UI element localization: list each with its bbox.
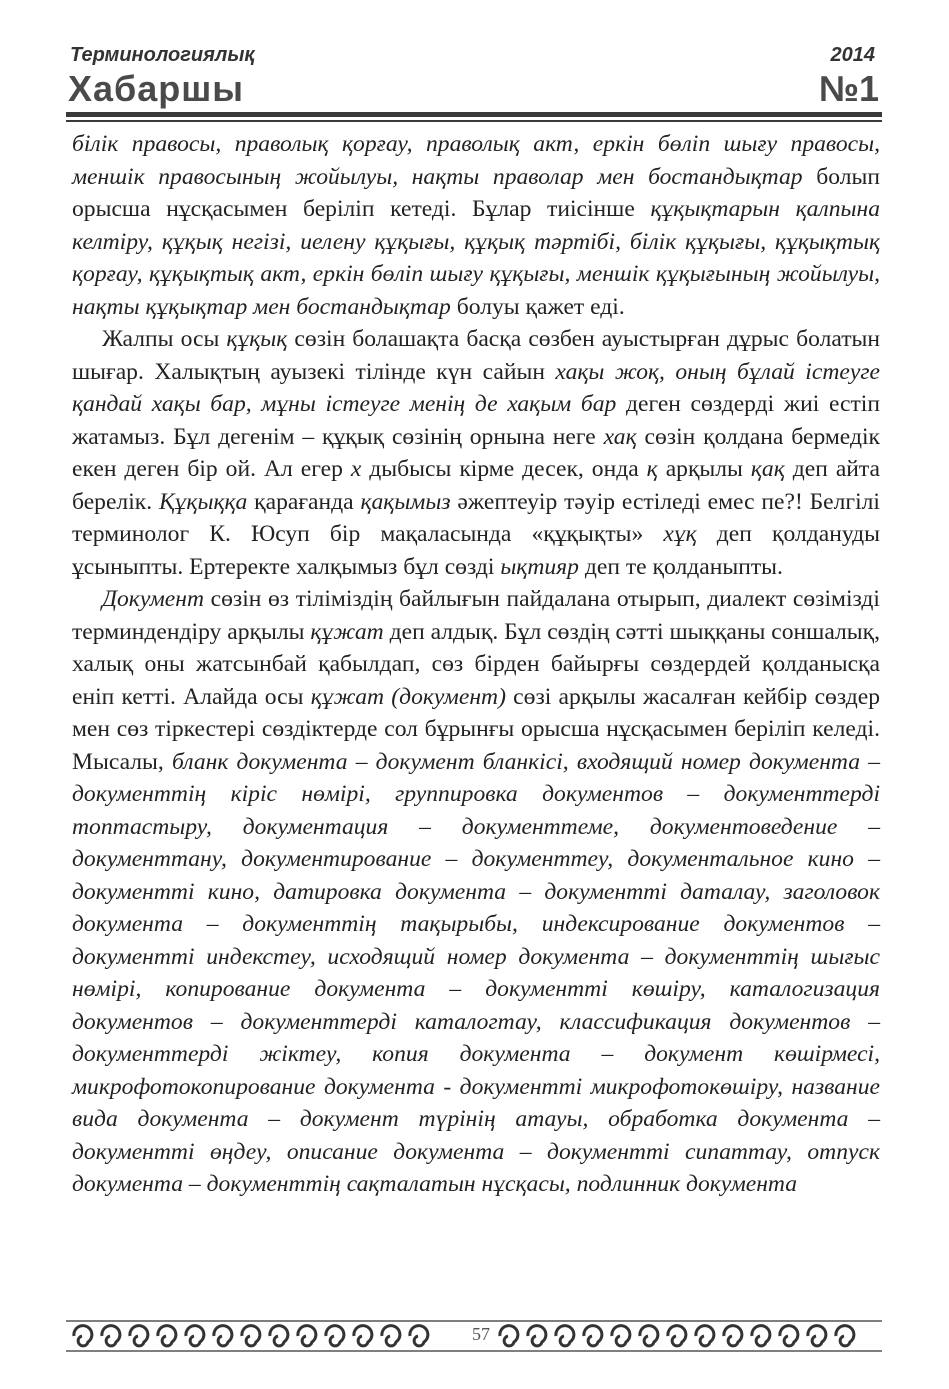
text-run: дыбысы кірме десек, онда bbox=[361, 456, 647, 482]
text-run: деп айта берелік. bbox=[72, 456, 880, 515]
text-run: х bbox=[350, 456, 362, 482]
text-run: хақ bbox=[603, 423, 637, 450]
text-run: сөзін қолдана бермедік екен деген бір ой. Ал егер bbox=[72, 423, 880, 482]
text-run: қ bbox=[646, 456, 658, 482]
paragraph-3 bbox=[72, 583, 880, 1201]
journal-name-line1: Терминологиялық bbox=[70, 44, 255, 66]
header-rule-thin bbox=[66, 120, 882, 122]
text-run: болуы қажет еді. bbox=[450, 293, 625, 320]
text-run: қарағанда bbox=[247, 488, 361, 515]
text-run: хұқ bbox=[663, 521, 697, 547]
text-run: қақымыз bbox=[360, 488, 451, 515]
text-run: Құқыққа bbox=[158, 488, 248, 515]
text-run: сөзі арқылы жасалған кейбір сөздер мен сөз тіркестері сөздіктерде сол бұрынғы орысша нұсқасымен беріліп келеді. Мысалы, bbox=[72, 683, 880, 775]
text-run: деп алдық. Бұл сөздің сәтті шыққаны соншалық, халық оны жатсынбай қабылдап, сөз бірден байырғы сөздердей қолданысқа еніп кетті. Алайда осы bbox=[72, 618, 880, 710]
text-run: қақ bbox=[750, 456, 785, 482]
text-run: арқылы bbox=[657, 456, 751, 482]
text-run: құқық bbox=[226, 326, 288, 352]
body-text bbox=[72, 128, 880, 1201]
text-run: әжептеуір тәуір естіледі емес пе?! Белгілі терминолог К. Юсуп бір мақаласында «құқықты» bbox=[72, 488, 880, 547]
journal-name-line2: Хабаршы bbox=[68, 68, 245, 109]
text-run: сөзін болашақта басқа сөзбен ауыстырған дұрыс болатын шығар. Халықтың ауызекі тілінде күн сайын bbox=[72, 326, 880, 385]
text-run: Документ bbox=[102, 586, 205, 612]
text-run: болып орысша нұсқасымен беріліп кетеді. Бұлар тиісінше bbox=[72, 163, 880, 222]
text-run: хақы жоқ, оның бұлай істеуге қандай хақы бар, мұны істеуге менің де хақым бар bbox=[72, 358, 880, 417]
page-number: 57 bbox=[466, 1324, 496, 1345]
year-label: 2014 bbox=[830, 44, 875, 66]
text-run: құжат (документ) bbox=[310, 683, 506, 710]
paragraph-1 bbox=[72, 128, 880, 323]
text-run: деп қолдануды ұсыныпты. Ертеректе халқымыз бұл сөзді bbox=[72, 521, 880, 580]
paragraph-2 bbox=[72, 323, 880, 583]
text-run: деген сөздерді жиі естіп жатамыз. Бұл дегенім – құқық сөзінің орнына неге bbox=[72, 391, 880, 450]
text-run: құқықтарын қалпына келтіру, құқық негізі, иелену құқығы, құқық тәртібі, білік құқығы, құқықтық қорғау, құқықтық акт, еркін бөліп шығу құқығы, меншік құқығының жойылуы, нақты құқықтар мен бостандықтар bbox=[72, 196, 880, 320]
text-run: сөзін өз тіліміздің байлығын пайдалана отырып, диалект сөзімізді терминдендіру арқылы bbox=[72, 586, 880, 645]
header-rule-thick bbox=[66, 112, 882, 117]
text-run: құжат bbox=[310, 618, 384, 645]
text-run: білік правосы, праволық қорғау, праволық акт, еркін бөліп шығу правосы, меншік правосының жойылуы, нақты праволар мен бостандықтар bbox=[72, 131, 880, 190]
text-run: бланк документа – документ бланкісі, входящий номер документа – документтің кіріс нөмірі, группировка документов – документтерді топтастыру, документация – документтеме, документоведение – документтану, документирование – документтеу, документальное кино – документті кино, датировка документа – документті даталау, заголовок документа – документтің тақырыбы, индексирование документов – документті индекстеу, исходящий номер документа – документтің шығыс нөмірі, копирование документа – документті көшіру, каталогизация документов – документтерді каталогтау, классификация документов – документтерді жіктеу, копия документа – документ көшірмесі, микрофотокопирование документа - документті микрофотокөшіру, название вида документа – документ түрінің атауы, обработка документа – документті өңдеу, описание документа – документті сипаттау, отпуск документа – документтің сақталатын нұсқасы, подлинник документа bbox=[72, 748, 880, 1197]
text-run: деп те қолданыпты. bbox=[578, 553, 783, 580]
issue-number: №1 bbox=[818, 68, 879, 109]
text-run: Жалпы осы bbox=[102, 326, 227, 352]
text-run: ықтияр bbox=[500, 553, 579, 580]
